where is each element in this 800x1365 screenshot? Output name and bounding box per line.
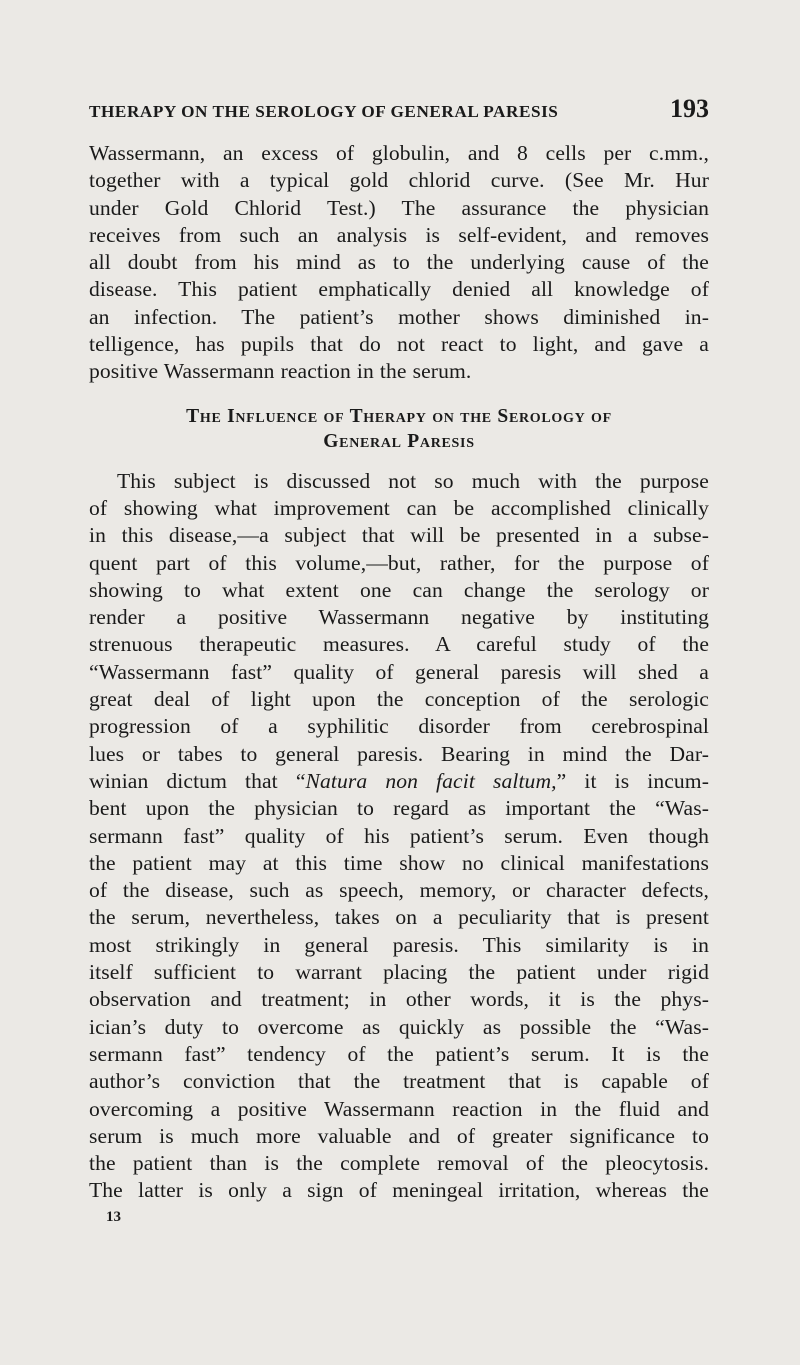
text-line: showing to what extent one can change the serology or (89, 577, 709, 602)
text-line: ician’s duty to overcome as quickly as possible the “Was- (89, 1014, 709, 1039)
text-line: of showing what improvement can be accomplished clinically (89, 495, 709, 520)
text-line: disease. This patient emphatically denied all knowledge of (89, 277, 709, 302)
signature-mark: 13 (106, 1208, 121, 1225)
section-heading-line: The Influence of Therapy on the Serology of (186, 405, 612, 427)
text-line: great deal of light upon the conception of the serologic (89, 687, 709, 712)
page-number: 193 (670, 94, 709, 123)
text-line: telligence, has pupils that do not react to light, and gave a (89, 332, 709, 357)
text-line: sermann fast” quality of his patient’s serum. Even though (89, 823, 709, 848)
text-line: the serum, nevertheless, takes on a peculiarity that is present (89, 905, 709, 930)
text-line: progression of a syphilitic disorder from cerebrospinal (89, 714, 709, 739)
paragraph-2 (89, 468, 709, 1205)
book-page (89, 96, 709, 1226)
text-line: in this disease,—a subject that will be presented in a subse- (89, 523, 709, 548)
text-line: an infection. The patient’s mother shows diminished in- (89, 304, 709, 329)
text-fragment: winian dictum that “ (89, 768, 306, 793)
text-fragment: ” it is incum- (556, 768, 709, 793)
text-line: positive Wassermann reaction in the serum. (89, 359, 472, 384)
text-line: itself sufficient to warrant placing the patient under rigid (89, 960, 709, 985)
text-line: the patient than is the complete removal of the pleocytosis. (89, 1151, 709, 1176)
text-line: bent upon the physician to regard as important the “Was- (89, 796, 709, 821)
paragraph-1 (89, 140, 709, 386)
text-line: sermann fast” tendency of the patient’s serum. It is the (89, 1041, 709, 1066)
text-line: render a positive Wassermann negative by instituting (89, 605, 709, 630)
text-line: strenuous therapeutic measures. A careful study of the (89, 632, 709, 657)
text-line: The latter is only a sign of meningeal irritation, whereas the (89, 1178, 709, 1203)
text-line-with-italic (89, 768, 709, 795)
text-line: “Wassermann fast” quality of general paresis will shed a (89, 659, 709, 684)
text-line: Wassermann, an excess of globulin, and 8 cells per c.mm., (89, 141, 709, 165)
text-line: quent part of this volume,—but, rather, for the purpose of (89, 550, 709, 575)
text-line: author’s conviction that the treatment that is capable of (89, 1069, 709, 1094)
section-heading (89, 404, 709, 454)
text-line: observation and treatment; in other words, it is the phys- (89, 987, 709, 1012)
section-heading-line: General Paresis (323, 430, 475, 452)
latin-phrase: Natura non facit saltum, (305, 768, 557, 793)
text-line: of the disease, such as speech, memory, or character defects, (89, 878, 709, 903)
text-line: lues or tabes to general paresis. Bearing in mind the Dar- (89, 741, 709, 766)
running-title: THERAPY ON THE SEROLOGY OF GENERAL PARESIS (89, 102, 559, 121)
text-line: overcoming a positive Wassermann reaction in the fluid and (89, 1096, 709, 1121)
text-line: the patient may at this time show no clinical manifestations (89, 850, 709, 875)
text-line: serum is much more valuable and of greater significance to (89, 1123, 709, 1148)
text-line: together with a typical gold chlorid curve. (See Mr. Hur (89, 168, 709, 193)
text-line: all doubt from his mind as to the underlying cause of the (89, 250, 709, 275)
text-line: This subject is discussed not so much with the purpose (117, 468, 709, 493)
running-head (89, 96, 709, 122)
text-line: most strikingly in general paresis. This similarity is in (89, 932, 709, 957)
text-line: under Gold Chlorid Test.) The assurance the physician (89, 195, 709, 220)
text-line: receives from such an analysis is self-evident, and removes (89, 222, 709, 247)
